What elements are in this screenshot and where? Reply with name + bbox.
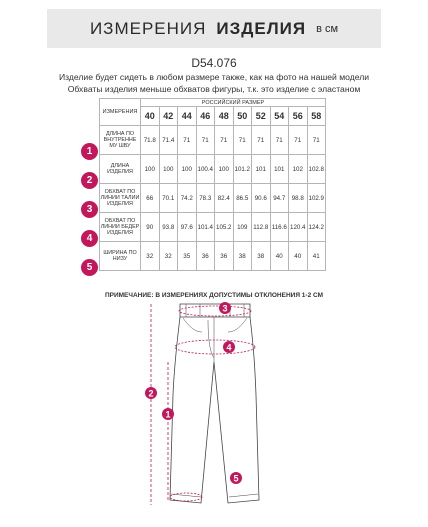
table-cell: 71 bbox=[307, 126, 326, 155]
table-cell: 71 bbox=[289, 126, 308, 155]
diagram-marker-label: 3 bbox=[222, 303, 228, 314]
table-cell: 98.8 bbox=[289, 184, 308, 213]
table-cell: 105.2 bbox=[215, 213, 234, 242]
size-header: 50 bbox=[233, 107, 252, 126]
table-cell: 74.2 bbox=[178, 184, 197, 213]
table-cell: 90 bbox=[141, 213, 160, 242]
table-cell: 32 bbox=[159, 242, 178, 271]
tolerance-footnote: ПРИМЕЧАНИЕ: В ИЗМЕРЕНИЯХ ДОПУСТИМЫ ОТКЛОНЕНИЯ 1-2 СМ bbox=[104, 292, 324, 299]
table-cell: 100 bbox=[215, 155, 234, 184]
table-cell: 82.4 bbox=[215, 184, 234, 213]
table-cell: 32 bbox=[141, 242, 160, 271]
size-header: 40 bbox=[141, 107, 160, 126]
table-cell: 71 bbox=[215, 126, 234, 155]
table-cell: 102 bbox=[289, 155, 308, 184]
measurement-marker: 5 bbox=[81, 259, 98, 276]
measurement-marker: 4 bbox=[81, 230, 98, 247]
article-number: D54.076 bbox=[191, 56, 237, 70]
corner-label: ИЗМЕРЕНИЯ bbox=[100, 99, 141, 126]
table-cell: 90.6 bbox=[252, 184, 271, 213]
diagram-marker-label: 5 bbox=[233, 473, 239, 484]
diagram-marker-length bbox=[145, 387, 157, 399]
table-cell: 70.1 bbox=[159, 184, 178, 213]
table-cell: 36 bbox=[215, 242, 234, 271]
table-cell: 120.4 bbox=[289, 213, 308, 242]
table-cell: 100 bbox=[159, 155, 178, 184]
size-header: 44 bbox=[178, 107, 197, 126]
size-header: 56 bbox=[289, 107, 308, 126]
table-cell: 38 bbox=[233, 242, 252, 271]
table-cell: 100.4 bbox=[196, 155, 215, 184]
row-label: ОБХВАТ ПО ЛИНИИ ТАЛИИ ИЗДЕЛИЯ bbox=[100, 184, 141, 213]
size-group-label: РОССИЙСКИЙ РАЗМЕР bbox=[141, 99, 326, 107]
jeans-outline bbox=[170, 304, 259, 503]
diagram-marker-hips bbox=[223, 341, 235, 353]
table-cell: 97.6 bbox=[178, 213, 197, 242]
table-cell: 93.8 bbox=[159, 213, 178, 242]
table-cell: 71 bbox=[178, 126, 197, 155]
size-header: 48 bbox=[215, 107, 234, 126]
diagram-marker-label: 4 bbox=[226, 342, 232, 353]
table-cell: 94.7 bbox=[270, 184, 289, 213]
table-cell: 71 bbox=[233, 126, 252, 155]
table-cell: 40 bbox=[270, 242, 289, 271]
table-cell: 109 bbox=[233, 213, 252, 242]
diagram-marker-waist bbox=[219, 302, 231, 314]
table-cell: 71.4 bbox=[159, 126, 178, 155]
table-cell: 40 bbox=[289, 242, 308, 271]
table-cell: 101.4 bbox=[196, 213, 215, 242]
diagram-marker-label: 1 bbox=[165, 409, 171, 420]
size-header: 58 bbox=[307, 107, 326, 126]
diagram-marker-label: 2 bbox=[148, 388, 154, 399]
table-cell: 86.5 bbox=[233, 184, 252, 213]
table-cell: 41 bbox=[307, 242, 326, 271]
measurement-marker: 2 bbox=[81, 172, 98, 189]
row-label: ДЛИНА ПО ВНУТРЕННЕ МУ ШВУ bbox=[100, 126, 141, 155]
size-header: 52 bbox=[252, 107, 271, 126]
row-label: ШИРИНА ПО НИЗУ bbox=[100, 242, 141, 271]
table-cell: 101.2 bbox=[233, 155, 252, 184]
table-cell: 35 bbox=[178, 242, 197, 271]
table-cell: 78.3 bbox=[196, 184, 215, 213]
table-cell: 36 bbox=[196, 242, 215, 271]
measurement-marker: 3 bbox=[81, 201, 98, 218]
table-cell: 71.8 bbox=[141, 126, 160, 155]
table-cell: 116.6 bbox=[270, 213, 289, 242]
header-word-item: ИЗДЕЛИЯ bbox=[216, 18, 307, 38]
table-cell: 102.9 bbox=[307, 184, 326, 213]
measurement-marker: 1 bbox=[81, 143, 98, 160]
size-header: 42 bbox=[159, 107, 178, 126]
header-unit: в см bbox=[316, 22, 339, 35]
table-cell: 100 bbox=[178, 155, 197, 184]
table-cell: 71 bbox=[252, 126, 271, 155]
table-cell: 112.8 bbox=[252, 213, 271, 242]
table-cell: 102.8 bbox=[307, 155, 326, 184]
note-line-1: Изделие будет сидеть в любом размере также, как на фото на нашей модели bbox=[58, 72, 370, 82]
size-header: 46 bbox=[196, 107, 215, 126]
table-cell: 100 bbox=[141, 155, 160, 184]
table-cell: 66 bbox=[141, 184, 160, 213]
diagram-marker-hem bbox=[230, 472, 242, 484]
row-label: ОБХВАТ ПО ЛИНИИ БЕДЕР ИЗДЕЛИЯ bbox=[100, 213, 141, 242]
table-cell: 71 bbox=[270, 126, 289, 155]
header-word-measurements: ИЗМЕРЕНИЯ bbox=[89, 18, 207, 38]
table-cell: 101 bbox=[252, 155, 271, 184]
row-label: ДЛИНА ИЗДЕЛИЯ bbox=[100, 155, 141, 184]
table-cell: 101 bbox=[270, 155, 289, 184]
size-header: 54 bbox=[270, 107, 289, 126]
diagram-marker-inseam bbox=[162, 408, 174, 420]
table-cell: 38 bbox=[252, 242, 271, 271]
table-cell: 124.2 bbox=[307, 213, 326, 242]
table-cell: 71 bbox=[196, 126, 215, 155]
note-line-2: Обхваты изделия меньше обхватов фигуры, т.к. это изделие с эластаном bbox=[67, 84, 361, 94]
